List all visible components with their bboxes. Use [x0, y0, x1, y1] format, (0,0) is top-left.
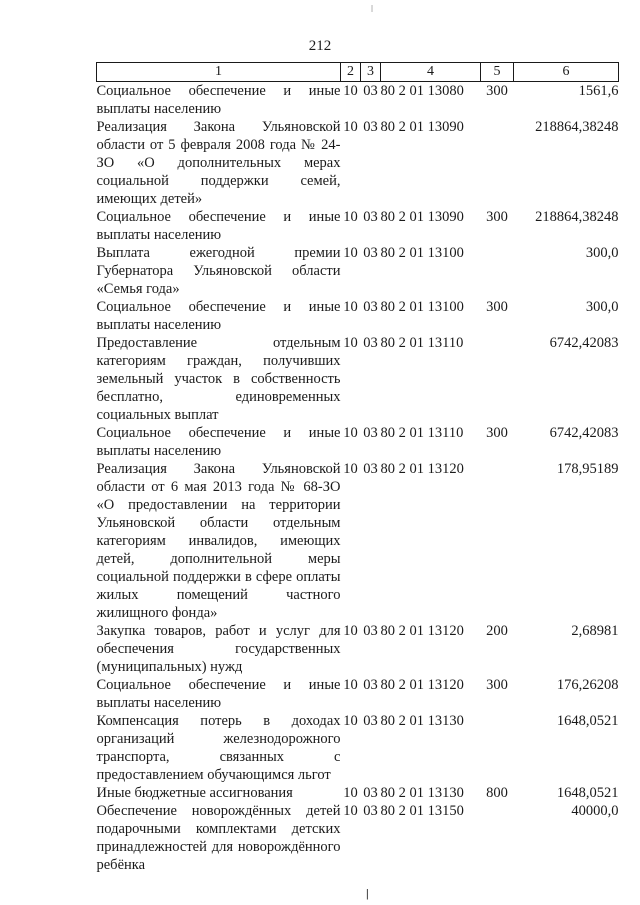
row-expense-type: 800: [486, 785, 508, 801]
row-expense-type: [481, 244, 514, 298]
row-expense-type: [481, 118, 514, 208]
row-amount: 1561,6: [578, 83, 619, 99]
row-section: 10: [343, 785, 358, 801]
row-subsection: 03: [363, 785, 378, 801]
row-expense-type: 300: [486, 425, 508, 441]
row-amount: 6742,42083: [549, 425, 619, 441]
header-col-3: 3: [361, 63, 381, 82]
table-header-row: [97, 63, 619, 82]
row-expense-type: 200: [486, 623, 508, 639]
row-section: 10: [343, 713, 358, 729]
row-subsection: 03: [363, 83, 378, 99]
row-target-code: 80 2 01 13090: [380, 119, 464, 135]
row-name: Социальное обеспечение и иные выплаты населению: [96, 425, 341, 459]
table-row: [97, 334, 619, 424]
row-target-code: 80 2 01 13110: [380, 335, 464, 351]
row-amount: 218864,38248: [535, 209, 619, 225]
row-section: 10: [343, 83, 358, 99]
row-amount: 178,95189: [556, 461, 619, 477]
row-amount: 2,68981: [571, 623, 619, 639]
table-row: [97, 424, 619, 460]
row-name: Социальное обеспечение и иные выплаты населению: [96, 677, 341, 711]
row-name: Социальное обеспечение и иные выплаты населению: [96, 209, 341, 243]
row-target-code: 80 2 01 13150: [380, 803, 464, 819]
row-section: 10: [343, 299, 358, 315]
row-expense-type: [481, 334, 514, 424]
row-amount: 40000,0: [571, 803, 619, 819]
row-target-code: 80 2 01 13080: [380, 83, 464, 99]
row-amount: 300,0: [585, 245, 619, 261]
row-name: Социальное обеспечение и иные выплаты населению: [96, 299, 341, 333]
table-row: [97, 82, 619, 119]
row-target-code: 80 2 01 13130: [380, 713, 464, 729]
row-subsection: 03: [363, 299, 378, 315]
row-section: 10: [343, 425, 358, 441]
header-col-5: 5: [481, 63, 514, 82]
table-row: [97, 208, 619, 244]
row-target-code: 80 2 01 13110: [380, 425, 464, 441]
row-target-code: 80 2 01 13090: [380, 209, 464, 225]
table-row: [97, 118, 619, 208]
row-subsection: 03: [363, 245, 378, 261]
row-subsection: 03: [363, 803, 378, 819]
scan-mark-bottom: |: [366, 886, 369, 900]
row-expense-type: [481, 460, 514, 622]
header-col-2: 2: [341, 63, 361, 82]
row-name: Компенсация потерь в доходах организаций железнодорожного транспорта, связанных с предоставлением обучающимся льгот: [96, 713, 341, 783]
row-amount: 218864,38248: [535, 119, 619, 135]
row-target-code: 80 2 01 13100: [380, 245, 464, 261]
table-body: [97, 82, 619, 875]
row-section: 10: [343, 803, 358, 819]
row-name: Предоставление отдельным категориям граждан, получивших земельный участок в собственность бесплатно, единовременных социальных выплат: [96, 335, 341, 423]
row-section: 10: [343, 119, 358, 135]
row-name: Социальное обеспечение и иные выплаты населению: [96, 83, 341, 117]
row-expense-type: 300: [486, 677, 508, 693]
row-target-code: 80 2 01 13130: [380, 785, 464, 801]
row-amount: 6742,42083: [549, 335, 619, 351]
row-section: 10: [343, 335, 358, 351]
row-expense-type: [481, 712, 514, 784]
table-row: [97, 244, 619, 298]
header-col-6: 6: [514, 63, 619, 82]
row-section: 10: [343, 245, 358, 261]
row-subsection: 03: [363, 209, 378, 225]
row-subsection: 03: [363, 677, 378, 693]
row-section: 10: [343, 209, 358, 225]
table-row: [97, 676, 619, 712]
scan-mark-top: ǀ: [371, 4, 374, 15]
row-section: 10: [343, 623, 358, 639]
row-target-code: 80 2 01 13120: [380, 677, 464, 693]
row-amount: 1648,0521: [556, 713, 619, 729]
row-expense-type: 300: [486, 299, 508, 315]
table-row: [97, 460, 619, 622]
table-row: [97, 712, 619, 784]
row-target-code: 80 2 01 13120: [380, 461, 464, 477]
row-name: Закупка товаров, работ и услуг для обеспечения государственных (муниципальных) нужд: [96, 623, 341, 675]
table-row: [97, 298, 619, 334]
row-name: Реализация Закона Ульяновской области от 5 февраля 2008 года № 24-ЗО «О дополнительных мерах социальной поддержки семей, имеющих детей»: [96, 119, 341, 207]
row-subsection: 03: [363, 119, 378, 135]
row-section: 10: [343, 461, 358, 477]
row-name: Иные бюджетные ассигнования: [96, 785, 293, 801]
header-col-4: 4: [381, 63, 481, 82]
row-target-code: 80 2 01 13120: [380, 623, 464, 639]
row-amount: 300,0: [585, 299, 619, 315]
table-row: [97, 784, 619, 802]
row-amount: 176,26208: [556, 677, 619, 693]
row-amount: 1648,0521: [556, 785, 619, 801]
row-subsection: 03: [363, 713, 378, 729]
row-name: Реализация Закона Ульяновской области от 6 мая 2013 года № 68-ЗО «О предоставлении на территории Ульяновской области отдельным категориям инвалидов, имеющих детей, дополнительной меры социальной поддержки в сфере оплаты жилых помещений частного жилищного фонда»: [96, 461, 341, 621]
table-row: [97, 802, 619, 874]
row-section: 10: [343, 677, 358, 693]
table-row: [97, 622, 619, 676]
page-number: 212: [308, 38, 332, 54]
row-subsection: 03: [363, 425, 378, 441]
row-expense-type: [481, 802, 514, 874]
header-col-1: 1: [97, 63, 341, 82]
row-target-code: 80 2 01 13100: [380, 299, 464, 315]
row-expense-type: 300: [486, 209, 508, 225]
budget-table: [96, 62, 619, 874]
row-expense-type: 300: [486, 83, 508, 99]
row-subsection: 03: [363, 335, 378, 351]
row-subsection: 03: [363, 461, 378, 477]
row-name: Обеспечение новорождённых детей подарочными комплектами детских принадлежностей для новорождённого ребёнка: [96, 803, 341, 873]
row-name: Выплата ежегодной премии Губернатора Ульяновской области «Семья года»: [96, 245, 341, 297]
row-subsection: 03: [363, 623, 378, 639]
